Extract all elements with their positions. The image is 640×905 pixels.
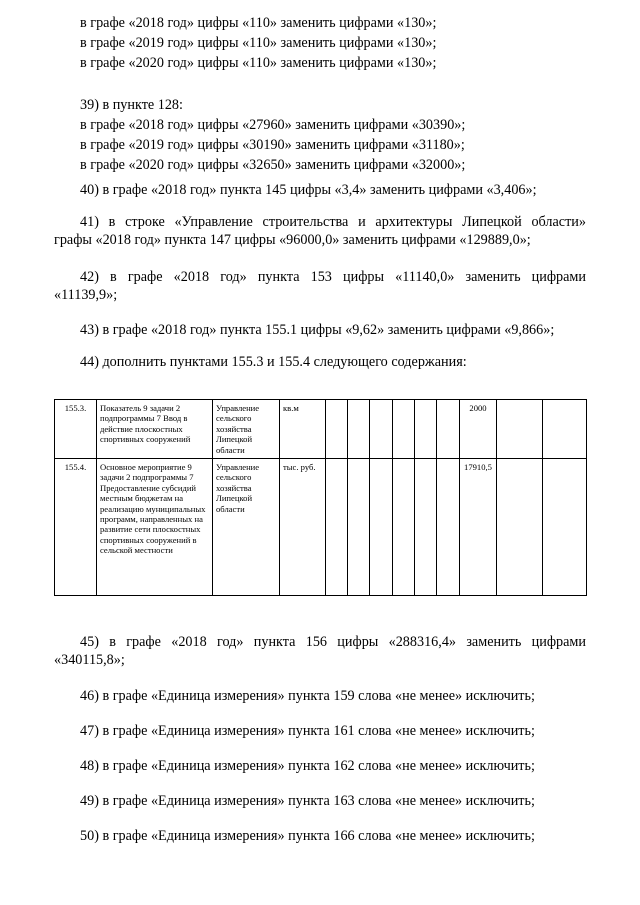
empty-cell [415, 459, 437, 596]
item-42-line-2: «11139,9»; [54, 287, 118, 303]
empty-cell [393, 459, 415, 596]
empty-cell [415, 400, 437, 459]
item-46: 46) в графе «Единица измерения» пункта 159 слова «не менее» исключить; [80, 688, 535, 704]
empty-cell [370, 400, 393, 459]
empty-cell [370, 459, 393, 596]
text-line: в графе «2019 год» цифры «30190» заменить цифрами «31180»; [80, 137, 465, 153]
text-line: в графе «2018 год» цифры «110» заменить цифрами «130»; [80, 15, 437, 31]
item-42 [54, 268, 586, 304]
row-value-2018-cell: 17910,5 [460, 459, 497, 596]
item-42-line-1: 42) в графе «2018 год» пункта 153 цифры «11140,0» заменить цифрами [80, 269, 586, 285]
item-45-line-1: 45) в графе «2018 год» пункта 156 цифры «288316,4» заменить цифрами [80, 634, 586, 650]
item-40: 40) в графе «2018 год» пункта 145 цифры «3,4» заменить цифрами «3,406»; [80, 182, 537, 198]
row-name-cell: Показатель 9 задачи 2 подпрограммы 7 Ввод в действие плоскостных спортивных сооружений [97, 400, 213, 459]
empty-cell [348, 400, 370, 459]
item-45 [54, 633, 586, 669]
item-49: 49) в графе «Единица измерения» пункта 163 слова «не менее» исключить; [80, 793, 535, 809]
empty-cell [437, 400, 460, 459]
item-41-line-2: графы «2018 год» пункта 147 цифры «96000,0» заменить цифрами «129889,0»; [54, 232, 531, 248]
item-48: 48) в графе «Единица измерения» пункта 162 слова «не менее» исключить; [80, 758, 535, 774]
text-line: в графе «2018 год» цифры «27960» заменить цифрами «30390»; [80, 117, 466, 133]
text-line: в графе «2020 год» цифры «32650» заменить цифрами «32000»; [80, 157, 466, 173]
item-41-line-1: 41) в строке «Управление строительства и архитектуры Липецкой области» [80, 214, 586, 230]
empty-cell [497, 400, 543, 459]
text-line: в графе «2020 год» цифры «110» заменить цифрами «130»; [80, 55, 437, 71]
text-line: в графе «2019 год» цифры «110» заменить цифрами «130»; [80, 35, 437, 51]
row-number-cell: 155.4. [55, 459, 97, 596]
insert-table [54, 399, 587, 596]
empty-cell [497, 459, 543, 596]
empty-cell [326, 459, 348, 596]
row-number-cell: 155.3. [55, 400, 97, 459]
table-row [55, 459, 587, 596]
empty-cell [437, 459, 460, 596]
empty-cell [393, 400, 415, 459]
item-44: 44) дополнить пунктами 155.3 и 155.4 следующего содержания: [80, 354, 467, 370]
empty-cell [326, 400, 348, 459]
item-41 [54, 213, 586, 249]
empty-cell [348, 459, 370, 596]
item-45-line-2: «340115,8»; [54, 652, 125, 668]
row-org-cell: Управление сельского хозяйства Липецкой области [213, 400, 280, 459]
row-value-2018-cell: 2000 [460, 400, 497, 459]
item-47: 47) в графе «Единица измерения» пункта 161 слова «не менее» исключить; [80, 723, 535, 739]
empty-cell [543, 459, 587, 596]
item-39-heading: 39) в пункте 128: [80, 97, 183, 113]
table-row [55, 400, 587, 459]
row-unit-cell: кв.м [280, 400, 326, 459]
item-43: 43) в графе «2018 год» пункта 155.1 цифры «9,62» заменить цифрами «9,866»; [80, 322, 555, 338]
row-unit-cell: тыс. руб. [280, 459, 326, 596]
empty-cell [543, 400, 587, 459]
row-name-cell: Основное мероприятие 9 задачи 2 подпрограммы 7 Предоставление субсидий местным бюджетам на реализацию муниципальных программ, направленных на развитие сети плоскостных спортивных сооружений в сельской местности [97, 459, 213, 596]
item-50: 50) в графе «Единица измерения» пункта 166 слова «не менее» исключить; [80, 828, 535, 844]
row-org-cell: Управление сельского хозяйства Липецкой области [213, 459, 280, 596]
